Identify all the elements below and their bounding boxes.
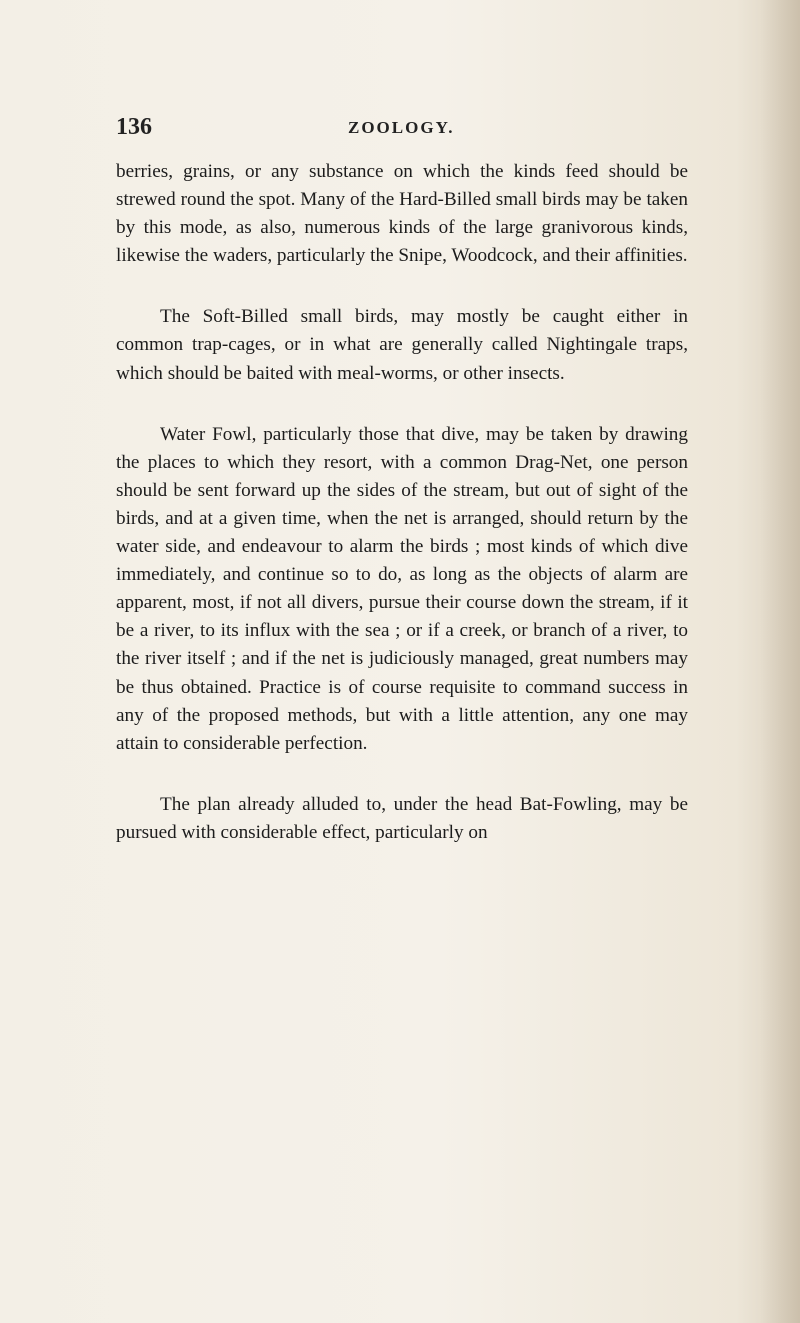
paragraph: The Soft-Billed small birds, may mostly be caught either in common trap-cages, or in what are generally called Nightingale traps, which should be baited with meal-worms, or other insects. <box>116 306 688 384</box>
page-header <box>116 114 696 144</box>
paragraph: Water Fowl, particularly those that dive, may be taken by drawing the places to which they resort, with a common Drag-Net, one person should be sent forward up the sides of the stream, but out of sight of the birds, and at a given time, when the net is arranged, should return by the water side, and endeavour to alarm the birds ; most kinds of which dive immediately, and continue so to do, as long as the objects of alarm are apparent, most, if not all divers, pursue their course down the stream, if it be a river, to its influx with the sea ; or if a creek, or branch of a river, to the river itself ; and if the net is judiciously managed, great numbers may be thus obtained. Practice is of course requisite to command success in any of the proposed methods, but with a little attention, any one may attain to considerable perfection. <box>116 423 688 754</box>
page-number: 136 <box>116 114 152 140</box>
running-title: ZOOLOGY. <box>348 118 455 137</box>
body-text <box>116 158 688 847</box>
page-edge-shadow <box>760 0 800 1323</box>
paragraph: The plan already alluded to, under the head Bat-Fowling, may be pursued with considerable effect, particularly on <box>116 793 688 843</box>
paragraph: berries, grains, or any substance on which the kinds feed should be strewed round the spot. Many of the Hard-Billed small birds may be taken by this mode, as also, numerous kinds of the large granivorous kinds, likewise the waders, particularly the Snipe, Woodcock, and their affinities. <box>116 161 688 267</box>
